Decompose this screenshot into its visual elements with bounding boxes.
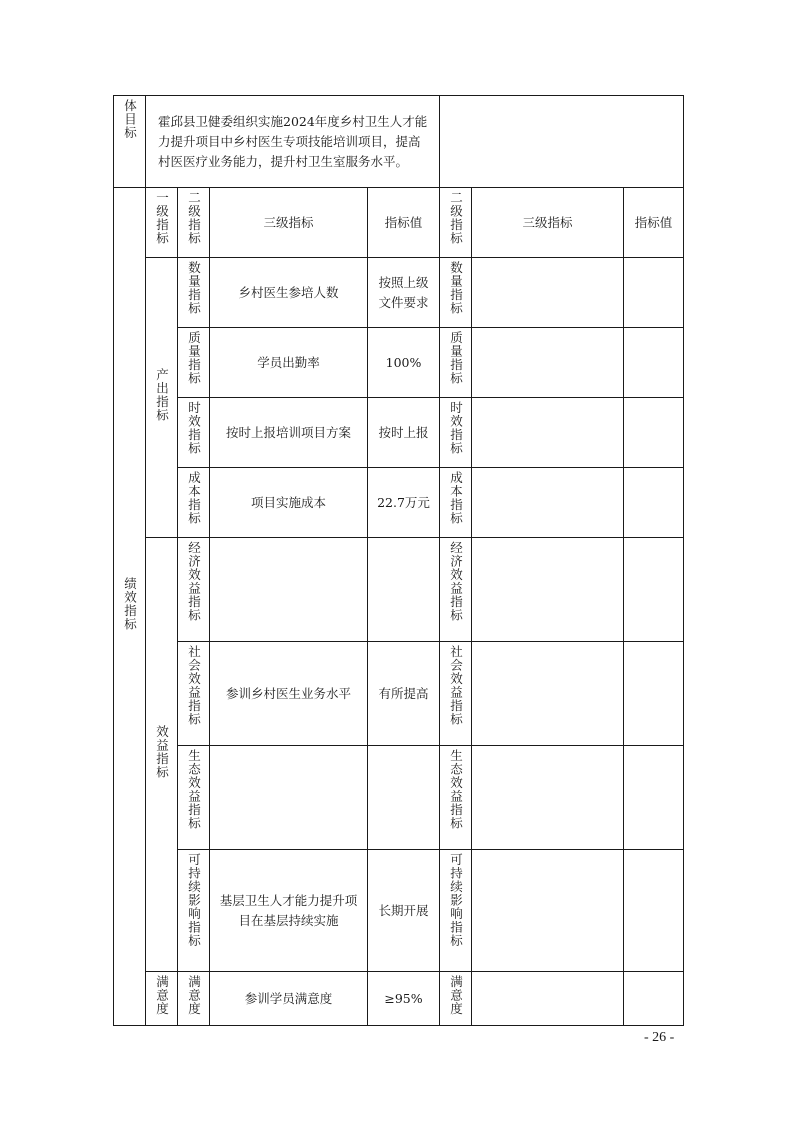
header-level2: 二级指标 xyxy=(186,191,202,245)
goal-text: 霍邱县卫健委组织实施2024年度乡村卫生人才能力提升项目中乡村医生专项技能培训项目，提高村医医疗业务能力，提升村卫生室服务水平。 xyxy=(146,96,440,188)
row-level3 xyxy=(210,538,368,642)
row-level2-right: 可持续影响指标 xyxy=(448,853,464,948)
row-level3: 参训乡村医生业务水平 xyxy=(210,642,368,746)
row-level2-right: 质量指标 xyxy=(448,331,464,385)
performance-table xyxy=(113,95,684,1026)
table-row xyxy=(114,746,684,850)
row-level2: 数量指标 xyxy=(186,261,202,315)
table-row xyxy=(114,850,684,972)
row-level2: 时效指标 xyxy=(186,401,202,455)
page-number: - 26 - xyxy=(644,1030,675,1045)
perf-label-cell xyxy=(114,188,146,1026)
header-level2-right: 二级指标 xyxy=(448,191,464,245)
row-value xyxy=(368,746,440,850)
row-value: 22.7万元 xyxy=(368,468,440,538)
perf-label: 绩效指标 xyxy=(122,576,138,631)
row-level2: 生态效益指标 xyxy=(186,749,202,830)
row-value: 有所提高 xyxy=(368,642,440,746)
table-row xyxy=(114,398,684,468)
group-output: 产出指标 xyxy=(154,367,170,422)
row-level2-right: 社会效益指标 xyxy=(448,645,464,726)
row-level2-right: 时效指标 xyxy=(448,401,464,455)
header-level3-right: 三级指标 xyxy=(472,188,624,258)
group-output-cell xyxy=(146,258,178,538)
row-value: 长期开展 xyxy=(368,850,440,972)
row-level3: 参训学员满意度 xyxy=(210,972,368,1026)
header-value: 指标值 xyxy=(368,188,440,258)
row-level2: 经济效益指标 xyxy=(186,541,202,622)
row-level2: 社会效益指标 xyxy=(186,645,202,726)
row-level3 xyxy=(210,746,368,850)
goal-label: 体目标 xyxy=(122,99,138,140)
table-row xyxy=(114,468,684,538)
row-level2-right: 满意度 xyxy=(448,975,464,1016)
row-level2-right: 生态效益指标 xyxy=(448,749,464,830)
header-level1: 一级指标 xyxy=(154,191,170,245)
row-level2: 可持续影响指标 xyxy=(186,853,202,948)
goal-right-empty xyxy=(440,96,684,188)
table-row xyxy=(114,642,684,746)
row-value: 按照上级文件要求 xyxy=(368,258,440,328)
row-level2: 质量指标 xyxy=(186,331,202,385)
header-value-right: 指标值 xyxy=(624,188,684,258)
table-row xyxy=(114,538,684,642)
row-level2-right: 成本指标 xyxy=(448,471,464,525)
row-level3: 项目实施成本 xyxy=(210,468,368,538)
table-row xyxy=(114,328,684,398)
row-level3: 学员出勤率 xyxy=(210,328,368,398)
row-value xyxy=(368,538,440,642)
row-level2-right: 数量指标 xyxy=(448,261,464,315)
row-value: 按时上报 xyxy=(368,398,440,468)
row-level3: 基层卫生人才能力提升项目在基层持续实施 xyxy=(210,850,368,972)
group-benefit-cell xyxy=(146,538,178,972)
row-level3: 乡村医生参培人数 xyxy=(210,258,368,328)
group-benefit: 效益指标 xyxy=(154,724,170,779)
row-level2: 成本指标 xyxy=(186,471,202,525)
row-value: 100% xyxy=(368,328,440,398)
row-level2: 满意度 xyxy=(186,975,202,1016)
goal-label-cell xyxy=(114,96,146,188)
row-value: ≥95% xyxy=(368,972,440,1026)
row-level3: 按时上报培训项目方案 xyxy=(210,398,368,468)
header-level3: 三级指标 xyxy=(210,188,368,258)
table-row xyxy=(114,972,684,1026)
group-satisfaction: 满意度 xyxy=(154,975,170,1016)
table-row xyxy=(114,258,684,328)
row-level2-right: 经济效益指标 xyxy=(448,541,464,622)
